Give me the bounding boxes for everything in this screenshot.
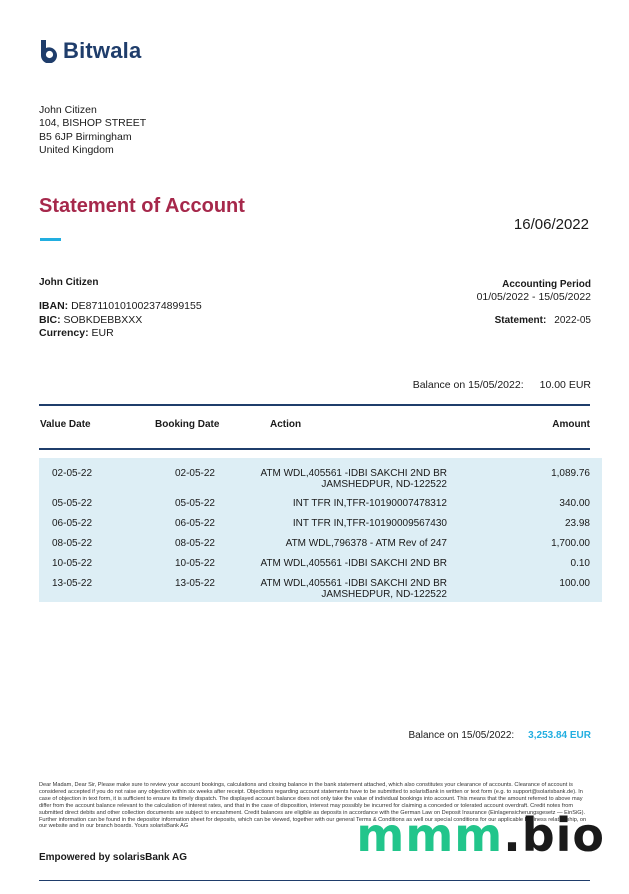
value-date-cell: 08-05-22 <box>52 538 93 549</box>
brand-name: Bitwala <box>63 38 142 63</box>
booking-date-cell: 05-05-22 <box>174 498 215 509</box>
address-line: B5 6JP Birmingham <box>39 130 132 143</box>
amount-cell: 23.98 <box>564 518 590 529</box>
action-cell <box>239 578 447 600</box>
header-value-date: Value Date <box>40 419 91 430</box>
watermark <box>356 808 605 862</box>
statement-label: Statement: <box>494 315 547 326</box>
amount-cell: 340.00 <box>559 498 590 509</box>
bic-row <box>39 314 202 328</box>
value-date-cell: 10-05-22 <box>52 558 93 569</box>
title-accent-bar <box>40 238 61 241</box>
amount-cell: 100.00 <box>559 578 590 589</box>
action-cell <box>239 468 447 490</box>
value-date-cell: 06-05-22 <box>52 518 93 529</box>
action-line: JAMSHEDPUR, ND-122522 <box>321 479 447 490</box>
closing-balance-label: Balance on 15/05/2022: <box>408 730 515 741</box>
booking-date-cell: 06-05-22 <box>174 518 215 529</box>
account-meta <box>39 300 202 341</box>
action-cell <box>239 538 447 549</box>
action-line: INT TFR IN,TFR-10190007478312 <box>292 498 447 509</box>
table-top-rule <box>39 404 590 406</box>
statement-date: 16/06/2022 <box>513 216 589 233</box>
amount-cell: 0.10 <box>570 558 590 569</box>
page-title: Statement of Account <box>39 195 245 217</box>
table-row <box>39 578 590 598</box>
action-cell <box>239 518 447 529</box>
action-line: INT TFR IN,TFR-10190009567430 <box>292 518 447 529</box>
brand-logo <box>38 38 141 64</box>
booking-date-cell: 08-05-22 <box>174 538 215 549</box>
footer-text: Empowered by solarisBank AG <box>39 852 188 863</box>
currency-value: EUR <box>91 327 114 339</box>
legal-disclaimer: Dear Madam, Dear Sir, Please make sure to review your account bookings, calculations and closing balance in the bank statement attached, which also constitutes your clearance of accounts. Clearance of account is considered accepted if you do not raise any objection within six weeks after receipt. Objections regarding account statements have to be submitted to solarisBank in written or text form (e.g. to support@solarisbank.de). In case of objection in text form, it is sufficient to ensure its timely dispatch. The displayed account balance does not only take the value of individual bookings into account. This means that the amount referred to above may differ from the account balance relevant to the calculation of interest rates, and that in the case of disposition, interest may possibly be incurred for claiming a conceded or tolerated account overdraft. Credit notes from submitted direct debits and other collection documents are subject to encashment. Credit balances are eligible as deposits in accordance with the German Law on Deposit Insurance (Einlagensicherungsgesetz — EinSiG). Further information can be found in the depositor information sheet for deposits, which can be viewed, together with our general Terms & Conditions as well our special conditions for our applicable business relationship, on our website and in our branch boards. Yours solarisBank AG <box>39 782 587 830</box>
opening-balance <box>413 379 591 391</box>
closing-balance <box>409 730 591 741</box>
statement-number <box>495 315 591 326</box>
currency-label: Currency: <box>39 327 89 339</box>
recipient-address <box>39 104 146 157</box>
closing-balance-value: 3,253.84 EUR <box>528 730 591 741</box>
accounting-period-range: 01/05/2022 - 15/05/2022 <box>476 291 591 303</box>
bitwala-logo-icon <box>38 39 60 63</box>
statement-value: 2022-05 <box>554 315 591 326</box>
iban-label: IBAN: <box>39 300 69 312</box>
table-row <box>39 538 590 558</box>
address-line: United Kingdom <box>39 143 114 156</box>
bic-value: SOBKDEBBXXX <box>63 313 143 326</box>
value-date-cell: 13-05-22 <box>52 578 93 589</box>
table-row <box>39 558 590 578</box>
iban-value: DE87110101002374899155 <box>71 300 202 312</box>
watermark-part: mmm <box>356 808 504 862</box>
action-cell <box>239 558 447 569</box>
amount-cell: 1,089.76 <box>551 468 590 479</box>
action-line: JAMSHEDPUR, ND-122522 <box>321 589 447 600</box>
action-line: ATM WDL,405561 -IDBI SAKCHI 2ND BR <box>260 578 447 589</box>
currency-row <box>39 327 202 341</box>
address-line: John Citizen <box>39 104 97 116</box>
value-date-cell: 05-05-22 <box>52 498 93 509</box>
value-date-cell: 02-05-22 <box>52 468 93 479</box>
holder-name: John Citizen <box>39 277 99 288</box>
action-line: ATM WDL,405561 -IDBI SAKCHI 2ND BR <box>260 468 447 479</box>
table-row <box>39 468 590 488</box>
header-booking-date: Booking Date <box>155 419 220 430</box>
table-row <box>39 498 590 518</box>
booking-date-cell: 10-05-22 <box>174 558 215 569</box>
watermark-part: .bio <box>503 808 605 862</box>
header-amount: Amount <box>552 419 590 430</box>
amount-cell: 1,700.00 <box>551 538 590 549</box>
header-action: Action <box>270 419 302 430</box>
opening-balance-value: 10.00 EUR <box>539 379 591 391</box>
booking-date-cell: 02-05-22 <box>174 468 215 479</box>
table-row <box>39 518 590 538</box>
accounting-period-label: Accounting Period <box>502 279 591 290</box>
booking-date-cell: 13-05-22 <box>174 578 215 589</box>
opening-balance-label: Balance on 15/05/2022: <box>412 379 524 391</box>
iban-row <box>39 300 202 314</box>
table-header-rule <box>39 448 590 450</box>
action-cell <box>239 498 447 509</box>
address-line: 104, BISHOP STREET <box>39 117 147 130</box>
bic-label: BIC: <box>39 313 61 326</box>
action-line: ATM WDL,796378 - ATM Rev of 247 <box>285 538 447 549</box>
action-line: ATM WDL,405561 -IDBI SAKCHI 2ND BR <box>260 558 447 569</box>
footer-rule <box>39 880 590 881</box>
